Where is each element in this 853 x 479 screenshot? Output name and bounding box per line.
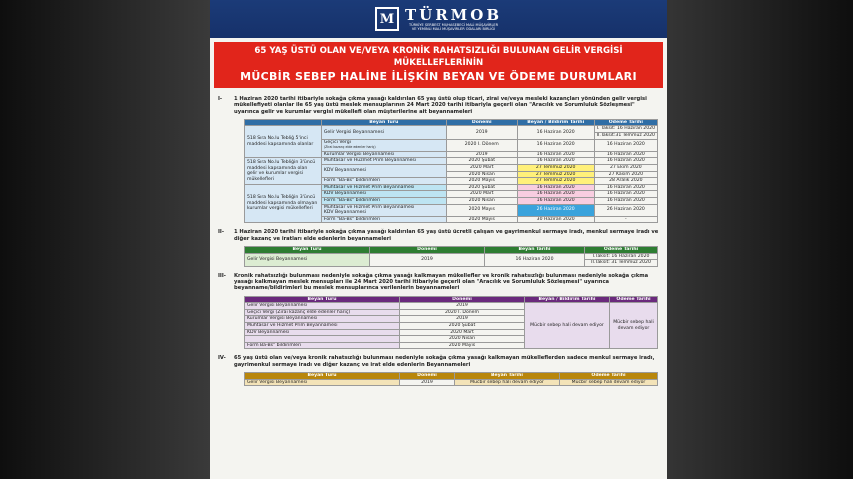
table-cell: 16 Haziran 2020: [594, 191, 657, 198]
table-cell: 2020 I. Dönem: [400, 309, 525, 316]
table-header-cell: Beyan Türü: [245, 373, 400, 380]
table-cell: [321, 139, 446, 151]
table-cell: 27 Ekim 2020: [594, 165, 657, 172]
table-cell: 2019: [400, 379, 455, 386]
table-header-cell: Beyan Tarihi: [455, 373, 560, 380]
table-row: [245, 158, 658, 165]
cell-text: Geçici Vergi: [323, 139, 351, 145]
table-cell: 16 Haziran 2020: [594, 139, 657, 151]
table-cell: 2020 Mayıs: [446, 216, 517, 223]
table-cell: 2019: [400, 316, 525, 323]
table-cell: Form "Ba-Bs" bildirimleri: [321, 178, 446, 185]
title-line-1: 65 YAŞ ÜSTÜ OLAN VE/VEYA KRONİK RAHATSIZLIĞI BULUNAN GELİR VERGİSİ MÜKELLEFLERİNİN: [254, 46, 623, 68]
document-title: [214, 42, 663, 88]
table-cell: 2020 Mart: [446, 191, 517, 198]
cell-text: Muhtasar ve Hizmet Prim Beyannamesi: [323, 204, 415, 210]
table-cell: 2020 Şubat: [400, 323, 525, 330]
group-label: 518 Sıra No.lu Tebliğin 3'üncü maddesi kapsamında olan gelir ve kurumlar vergisi mükellefleri: [245, 158, 322, 184]
table-cell: 30 Haziran 2020: [517, 216, 594, 223]
table-header-cell: Beyan / Bildirim Tarihi: [525, 296, 610, 303]
table-cell: KDV Beyannamesi: [321, 165, 446, 178]
table-cell: I.Taksit: 16 Haziran 2020: [585, 253, 658, 260]
title-line-2: MÜCBİR SEBEP HALİNE İLİŞKİN BEYAN VE ÖDEME DURUMLARI: [240, 70, 637, 83]
section-text: Kronik rahatsızlığı bulunması nedeniyle sokağa çıkma yasağı kalkmayan mükellefler ve kronik rahatsızlığı bulunması nedeniyle sokağa çıkma yasağı kalkmayan meslek mensupları ile 24 Mart 2020 tarihi itibariyle geçerli olan "Aracılık ve Sorumluluk Sözleşmesi" uyarınca beyanname/bildirimleri bu meslek mensuplarınca verilenlerin beyannameleri: [234, 272, 649, 292]
table-cell: 2019: [370, 253, 485, 266]
table-header-cell: Dönemi: [446, 119, 517, 126]
table-header-cell: Beyan Türü: [321, 119, 446, 126]
table-cell: 27 Temmuz 2020: [517, 171, 594, 178]
table-cell: 27 Temmuz 2020: [517, 165, 594, 172]
table-cell: [321, 204, 446, 216]
table-cell: 27 Temmuz 2020: [517, 178, 594, 185]
table-cell: 2019: [446, 126, 517, 139]
table-cell: 2020 Nisan: [446, 171, 517, 178]
table-header-cell: Beyan / Bildirim Tarihi: [517, 119, 594, 126]
table-cell: Form "Ba-Bs" bildirimleri: [321, 198, 446, 205]
table-header-cell: Ödeme Tarihi: [594, 119, 657, 126]
brand-block: [404, 5, 503, 31]
table-cell: Muhtasar ve Hizmet Prim Beyannamesi: [245, 323, 400, 330]
brand-subtitle-2: VE YEMİNLİ MALİ MÜŞAVİRLER ODALARI BİRLİĞİ: [411, 26, 496, 31]
table-row: [245, 303, 658, 310]
table-cell: -: [594, 216, 657, 223]
table-cell: 16 Haziran 2020: [517, 151, 594, 158]
table-row: [245, 126, 658, 133]
table-cell: 16 Haziran 2020: [517, 191, 594, 198]
table-header-cell: Dönemi: [400, 296, 525, 303]
table-cell: 2019: [400, 303, 525, 310]
table-row: [245, 184, 658, 191]
section-number: I-: [218, 96, 223, 102]
document-page: [210, 0, 667, 479]
table-cell: Gelir Vergisi Beyannamesi: [245, 379, 400, 386]
table-cell: Form Ba-Bs" bildirimleri: [245, 342, 400, 349]
table-cell: II.Taksit:31 Temmuz 2020: [594, 133, 657, 140]
section-number: III-: [218, 272, 226, 279]
table-2: [244, 246, 658, 267]
table-header-cell: [245, 119, 322, 126]
table-cell: 2020 Mayıs: [400, 342, 525, 349]
table-cell: 2020 Şubat: [446, 158, 517, 165]
table-cell: 16 Haziran 2020: [594, 198, 657, 205]
brand-subtitle-1: TÜRKİYE SERBEST MUHASEBECİ MALİ MÜŞAVİRLER: [408, 22, 499, 27]
table-cell: [245, 336, 400, 343]
table-cell: Mücbir sebep hali devam ediyor: [560, 379, 658, 386]
table-cell: Gelir Vergisi Beyannamesi: [245, 303, 400, 310]
table-cell: 16 Haziran 2020: [517, 198, 594, 205]
table-cell: 16 Haziran 2020: [517, 139, 594, 151]
table-cell: 2020 Nisan: [446, 198, 517, 205]
table-cell: 2020 Mart: [400, 329, 525, 336]
table-cell: Geçici Vergi (Zirai kazanç elde edenler hariç): [245, 309, 400, 316]
section-number: IV-: [218, 355, 226, 362]
table-header-cell: Ödeme Tarihi: [560, 373, 658, 380]
table-cell: II.Taksit: 31 Temmuz 2020: [585, 260, 658, 267]
background-right: [641, 0, 853, 479]
group-label: 518 Sıra No.lu Tebliğ 5'inci maddesi kapsamında olanlar: [245, 126, 322, 158]
table-cell: 2020 Mayıs: [446, 204, 517, 216]
table-1: [244, 119, 658, 224]
table-cell: 16 Haziran 2020: [517, 126, 594, 139]
table-cell: 28 Aralık 2020: [594, 178, 657, 185]
group-label: 518 Sıra No.lu Tebliğin 3'üncü maddesi kapsamında olmayan kurumlar vergisi mükellefleri: [245, 184, 322, 223]
table-3: [244, 296, 658, 350]
table-cell: Muhtasar ve Hizmet Prim Beyannamesi: [321, 184, 446, 191]
table-cell: 16 Haziran 2020: [517, 158, 594, 165]
table-header-cell: Dönemi: [400, 373, 455, 380]
table-cell: KDV Beyannamesi: [245, 329, 400, 336]
table-header-cell: Dönemi: [370, 246, 485, 253]
section-text: 1 Haziran 2020 tarihi itibariyle sokağa çıkma yasağı kaldırılan 65 yaş üstü olup ticari, zirai ve/veya mesleki kazançları yönünden gelir vergisi mükellefiyeti olanlar ile 65 yaş üstü meslek mensuplarının 24 Mart 2020 tarihi itibariyla geçerli olan "Aracılık ve Sorumluluk Sözleşmesi" uyarınca gelir ve kurumlar vergisi mükellefi olan müşterilerine ait beyannameleri: [234, 96, 647, 115]
section-4: [218, 355, 661, 368]
table-cell: Muhtasar ve Hüzmet Prim Beyannamesi: [321, 158, 446, 165]
table-cell: Gelir Vergisi Beyannamesi: [245, 253, 370, 266]
table-cell: 2020 Mart: [446, 165, 517, 172]
status-cell: Mücbir sebep hali devam ediyor: [610, 303, 658, 349]
table-row: [245, 253, 658, 260]
table-cell: 16 Haziran 2020: [485, 253, 585, 266]
table-cell: 26 Haziran 2020: [594, 204, 657, 216]
table-cell: 26 Haziran 2020: [517, 204, 594, 216]
background-left: [0, 0, 210, 479]
table-cell: KDV Beyannamesi: [321, 191, 446, 198]
table-cell: 16 Haziran 2020: [594, 151, 657, 158]
table-cell: 16 Haziran 2020: [594, 158, 657, 165]
status-cell: Mücbir sebep hali devam ediyor: [525, 303, 610, 349]
table-row: [245, 379, 658, 386]
table-cell: Kurumlar Vergisi Beyannamesi: [245, 316, 400, 323]
table-4: [244, 372, 658, 386]
section-3: [218, 272, 661, 292]
document-header: [210, 0, 667, 38]
table-cell: I. Taksit: 16 Haziran 2020: [594, 126, 657, 133]
table-cell: 2020 Mayıs: [446, 178, 517, 185]
table-cell: 2020 I. Dönem: [446, 139, 517, 151]
table-header-cell: Ödeme Tarihi: [610, 296, 658, 303]
table-header-cell: Ödeme Tarihi: [585, 246, 658, 253]
table-cell: Mücbir sebep hali devam ediyor: [455, 379, 560, 386]
table-cell: 2020 Nisan: [400, 336, 525, 343]
table-cell: 2019: [446, 151, 517, 158]
table-header-cell: Beyan Tarihi: [485, 246, 585, 253]
table-cell: Kurumlar Vergisi Beyannamesi: [321, 151, 446, 158]
table-cell: 2020 Şubat: [446, 184, 517, 191]
brand-name: TÜRMOB: [404, 5, 503, 24]
table-cell: Gelir Vergisi Beyannamesi: [321, 126, 446, 139]
table-header-cell: Beyan Türü: [245, 296, 400, 303]
section-number: II-: [218, 229, 225, 236]
section-text: 1 Haziran 2020 tarihi itibariyle sokağa çıkma yasağı kaldırılan 65 yaş üstü ücretli çalışan ve gayrimenkul sermaye iradı, menkul sermaye iradı ve diğer kazanç ve iratları elde edenlerin beyannameleri: [234, 229, 659, 242]
turmob-logo-icon: M: [375, 7, 399, 31]
section-1: [218, 96, 661, 115]
cell-text: KDV Beyannamesi: [323, 210, 367, 216]
section-text: 65 yaş üstü olan ve/veya kronik rahatsızlığı bulunması nedeniyle sokağa çıkma yasağı kalkmayan mükelleflerden sadece menkul sermaye iradı, gayrimenkul sermaye iradı ve diğer kazanç ve irat elde edenlerin Beyannameleri: [234, 355, 655, 368]
table-cell: Form "Ba-Bs" bildirimleri: [321, 216, 446, 223]
table-cell: 16 Haziran 2020: [517, 184, 594, 191]
cell-note: (Zirai kazanç elde edenler hariç): [323, 145, 376, 150]
table-header-cell: Beyan Türü: [245, 246, 370, 253]
table-cell: 27 Kasım 2020: [594, 171, 657, 178]
table-cell: 16 Haziran 2020: [594, 184, 657, 191]
section-2: [218, 229, 661, 242]
